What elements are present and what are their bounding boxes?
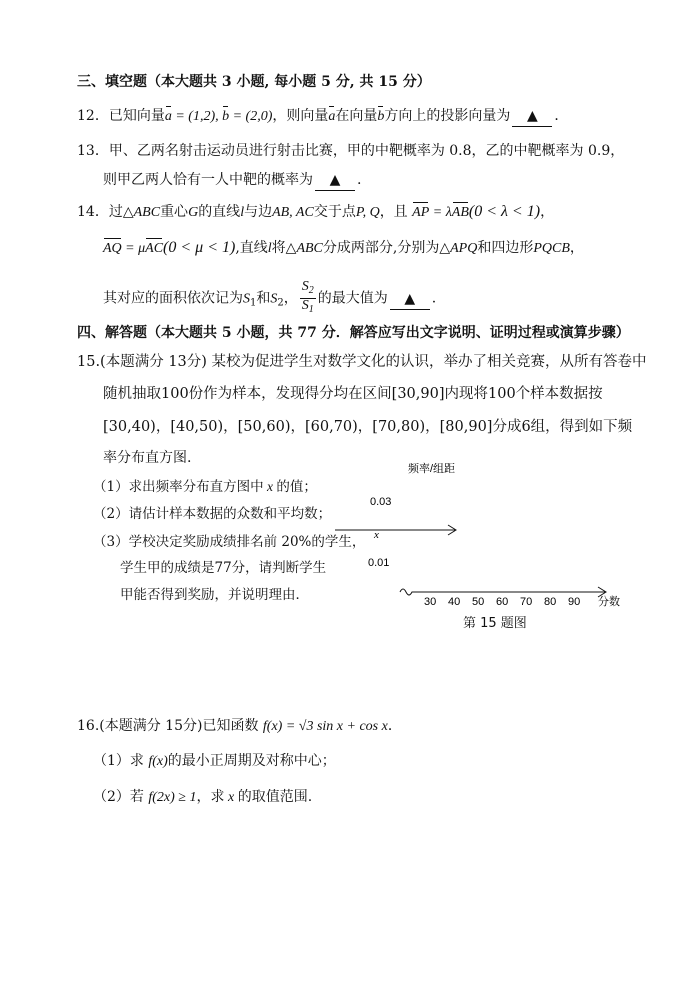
q14-s1-sub: 1 [250,297,257,309]
q14-number: 14． [77,204,109,220]
q16-sub2-text: ，求 [196,789,225,805]
q14-text: ， [283,290,298,307]
chart-ytick-001: 0.01 [368,557,390,569]
q14-frac-num-sub: 2 [308,285,314,296]
q12-vector-a2: a [328,107,335,127]
q16-sub2-f: f(2x) ≥ 1 [148,790,197,805]
q16-function: f(x) = √3 sin x + cos x [262,719,388,734]
q15-sub1 [93,477,317,497]
q13-end: . [357,172,362,188]
q15-histogram [330,460,650,610]
question-15-line4: 率分布直方图. [103,450,192,466]
q12-eq-a: = (1,2), [171,109,223,124]
chart-xtick-label: 50 [472,596,485,608]
question-14-line2 [103,238,584,259]
q12-number: 12． [77,108,109,124]
q12-text-before: 已知向量 [108,108,165,124]
q13-answer-blank: ▲ [315,170,355,191]
q14-text: 的直线 [198,204,241,220]
q16-sub1-f: f(x) [148,754,168,769]
q14-eq2: = μ [121,241,146,256]
q16-sub1-text: 的最小正周期及对称中心； [167,753,336,769]
q14-answer-blank: ▲ [390,289,430,310]
q14-frac-num: S [301,279,309,294]
q12-vector-b: b [222,107,229,127]
q14-text: 其对应的面积依次记为 [103,290,243,307]
q14-end: . [431,290,437,307]
chart-xtick-label: 40 [448,596,461,608]
q14-triangle-apq: APQ [450,241,478,256]
chart-xlabel: 分数 [598,596,620,608]
q14-line-l: l [267,241,272,256]
q12-answer-blank: ▲ [512,106,552,127]
chart-xtick-label: 90 [568,596,581,608]
q14-points: P, Q [355,205,380,220]
q15-sub1-text: 的值； [276,479,317,495]
question-15-line1: 15.(本题满分 13分) 某校为促进学生对数学文化的认识，举办了相关竞赛，从所有答卷中 [77,354,647,370]
q16-sub1-text: （1）求 [93,753,149,769]
q12-vector-b2: b [377,107,384,127]
q12-end: ． [554,108,569,124]
q14-condition-lambda: (0 < λ < 1) [468,203,541,220]
q14-text: 交于点 [313,204,356,220]
chart-ylabel: 频率/组距 [408,463,456,475]
question-15-line3: [30,40)，[40,50)，[50,60)，[60,70)，[70,80)，[80,90]分成6组，得到如下频 [103,419,633,435]
q14-sides: AB, AC [272,205,314,220]
q14-text: ， [540,204,555,220]
q14-centroid-g: G [188,205,199,220]
q16-sub2-x: x [224,790,238,805]
chart-x-ticks [424,596,580,608]
q14-text: 将△ [271,240,297,256]
question-14 [77,202,554,223]
q12-eq-b: = (2,0) [229,109,273,124]
question-13-line2 [103,170,361,191]
chart-ytick-003: 0.03 [370,496,392,508]
q14-text: 重心 [160,204,189,220]
q16-sub2-text: （2）若 [93,789,149,805]
q15-sub1-text: （1）求出频率分布直方图中 [93,479,264,495]
q14-triangle-abc: ABC [296,241,323,256]
question-13 [77,141,624,161]
q14-text: 过△ [108,204,134,220]
q13-number: 13． [77,143,109,159]
q12-text-mid: ，则向量 [272,108,329,124]
q14-fraction [300,280,316,317]
q15-sub1-x: x [263,479,277,494]
section3-heading: 三、填空题（本大题共 3 小题, 每小题 5 分, 共 15 分） [77,74,431,90]
q14-triangle-abc: ABC [133,205,161,220]
q15-sub3-line3: 甲能否得到奖励，并说明理由． [120,587,309,603]
q12-vector-a: a [165,107,172,127]
q12-text-after: 方向上的投影向量为 [384,108,511,124]
q12-text-mid2: 在向量 [335,108,378,124]
q14-text: 和 [256,290,271,307]
chart-x-axis [400,589,605,595]
chart-xtick-label: 80 [544,596,557,608]
q14-frac-den-sub: 1 [308,304,314,315]
q14-text: 与边 [244,204,273,220]
q14-s1: S [243,291,250,307]
q13-line1: 甲、乙两名射击运动员进行射击比赛，甲的中靶概率为 0.8，乙的中靶概率为 0.9， [108,143,625,159]
chart-xtick-label: 60 [496,596,509,608]
q15-figure-caption: 第 15 题图 [463,616,527,631]
q14-quad-pqcb: PQCB [533,241,570,256]
q15-sub3-line1: （3）学校决定奖励成绩排名前 20%的学生， [93,534,366,550]
q14-vector-ap: AP [412,203,429,223]
q16-sub2 [93,787,312,808]
question-14-line3 [103,280,436,317]
q15-sub2: （2）请估计样本数据的众数和平均数； [93,506,332,522]
q14-text: ， [569,240,584,256]
chart-xtick-label: 30 [424,596,437,608]
q14-text: 的最大值为 [317,290,388,307]
q13-line2-text: 则甲乙两人恰有一人中靶的概率为 [103,172,313,188]
q14-vector-ab: AB [452,203,469,223]
question-15-line2: 随机抽取100份作为样本，发现得分均在区间[30,90]内现将100个样本数据按 [103,386,603,402]
q14-s2: S [270,291,278,307]
q15-sub3-line2: 学生甲的成绩是77分，请判断学生 [120,560,327,576]
q14-condition-mu: (0 < μ < 1) [163,239,236,256]
q14-s2-sub: 2 [277,297,284,309]
q16-sub2-text: 的取值范围. [237,789,313,805]
chart-xtick-label: 70 [520,596,533,608]
chart-ytick-x: x [374,529,379,541]
q14-vector-ac: AC [145,239,163,259]
q14-frac-den: S [301,298,309,313]
q14-text: ,直线 [235,240,268,256]
q14-eq1: = λ [429,205,452,220]
q14-text: ，且 [379,204,413,220]
question-12 [77,106,568,127]
q16-text: ． [387,718,402,734]
q14-text: 和四边形 [477,240,534,256]
q16-text: 16.(本题满分 15分)已知函数 [77,718,263,734]
question-16-line1 [77,716,402,737]
q14-line-l: l [240,205,245,220]
q16-sub1 [93,751,336,772]
q14-vector-aq: AQ [103,239,122,259]
q14-text: 分成两部分,分别为△ [322,240,451,256]
section4-heading: 四、解答题（本大题共 5 小题，共 77 分．解答应写出文字说明、证明过程或演算步骤） [77,325,630,341]
